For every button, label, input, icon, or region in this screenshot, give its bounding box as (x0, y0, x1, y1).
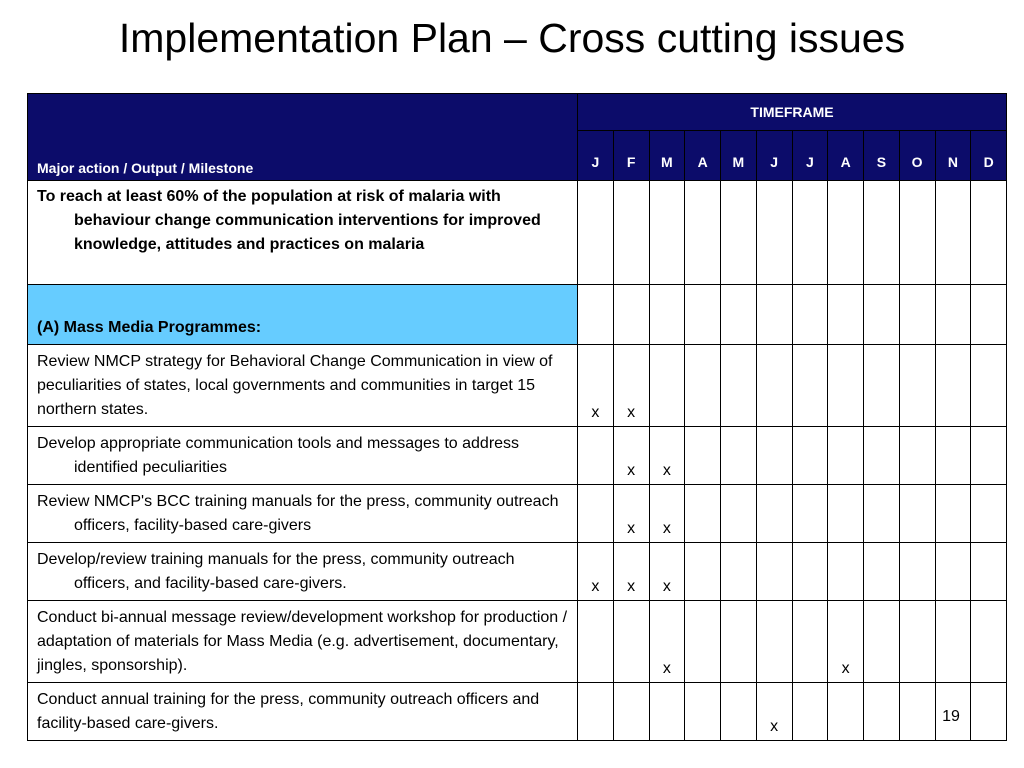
timeframe-cell: x (613, 345, 649, 427)
timeframe-cell (721, 683, 757, 741)
timeframe-cell (899, 543, 935, 601)
table-row (28, 485, 1007, 543)
timeframe-cell (685, 601, 721, 683)
action-column-header: Major action / Output / Milestone (28, 94, 578, 181)
timeframe-cell (613, 683, 649, 741)
timeframe-cell (971, 345, 1007, 427)
timeframe-cell (828, 683, 864, 741)
table-body (28, 181, 1007, 741)
month-header-12: D (971, 131, 1007, 181)
timeframe-cell (864, 683, 900, 741)
implementation-plan-table (27, 93, 1007, 741)
timeframe-cell (935, 485, 971, 543)
timeframe-cell (828, 485, 864, 543)
month-header-3: M (649, 131, 685, 181)
timeframe-cell (756, 543, 792, 601)
action-text: Review NMCP's BCC training manuals for the press, community outreach officers, facility-based care-givers (28, 485, 578, 543)
timeframe-cell (792, 181, 828, 285)
action-text: Conduct annual training for the press, community outreach officers and facility-based care-givers. (28, 683, 578, 741)
month-header-7: J (792, 131, 828, 181)
timeframe-cell (935, 601, 971, 683)
timeframe-cell (721, 345, 757, 427)
timeframe-cell: x (613, 427, 649, 485)
table-row (28, 543, 1007, 601)
timeframe-cell (685, 181, 721, 285)
timeframe-cell (792, 485, 828, 543)
timeframe-cell (971, 181, 1007, 285)
timeframe-cell (578, 285, 614, 345)
timeframe-cell (935, 285, 971, 345)
timeframe-cell (578, 601, 614, 683)
timeframe-cell (864, 601, 900, 683)
timeframe-cell (721, 285, 757, 345)
timeframe-cell: x (649, 543, 685, 601)
timeframe-cell (649, 181, 685, 285)
timeframe-cell (613, 601, 649, 683)
timeframe-cell (756, 601, 792, 683)
timeframe-cell (721, 427, 757, 485)
timeframe-cell (971, 601, 1007, 683)
timeframe-cell: x (649, 601, 685, 683)
timeframe-cell: x (613, 543, 649, 601)
section-row (28, 285, 1007, 345)
timeframe-cell (864, 285, 900, 345)
table-row (28, 181, 1007, 285)
timeframe-cell (828, 427, 864, 485)
timeframe-cell (792, 345, 828, 427)
timeframe-cell (578, 427, 614, 485)
timeframe-cell (792, 601, 828, 683)
timeframe-cell (864, 345, 900, 427)
timeframe-cell (756, 427, 792, 485)
month-header-4: A (685, 131, 721, 181)
timeframe-cell (685, 427, 721, 485)
timeframe-cell (935, 345, 971, 427)
timeframe-cell (649, 345, 685, 427)
timeframe-cell: x (578, 543, 614, 601)
action-text: Conduct bi-annual message review/development workshop for production / adaptation of materials for Mass Media (e.g. advertisement, documentary, jingles, sponsorship). (28, 601, 578, 683)
timeframe-cell: x (828, 601, 864, 683)
timeframe-cell (649, 285, 685, 345)
timeframe-cell (971, 683, 1007, 741)
timeframe-cell (935, 543, 971, 601)
timeframe-cell (649, 683, 685, 741)
month-header-2: F (613, 131, 649, 181)
timeframe-cell (685, 345, 721, 427)
timeframe-cell: x (613, 485, 649, 543)
month-header-6: J (756, 131, 792, 181)
timeframe-cell (971, 427, 1007, 485)
table-row (28, 345, 1007, 427)
timeframe-cell (578, 683, 614, 741)
timeframe-cell (721, 543, 757, 601)
timeframe-cell (792, 683, 828, 741)
timeframe-cell (828, 345, 864, 427)
timeframe-cell (613, 181, 649, 285)
timeframe-cell (685, 485, 721, 543)
timeframe-cell (578, 485, 614, 543)
table-row (28, 601, 1007, 683)
timeframe-cell (756, 181, 792, 285)
objective-text: To reach at least 60% of the population at risk of malaria with behaviour change communication interventions for improved knowledge, attitudes and practices on malaria (28, 181, 578, 285)
action-text: Review NMCP strategy for Behavioral Change Communication in view of peculiarities of states, local governments and communities in target 15 northern states. (28, 345, 578, 427)
timeframe-cell: x (649, 427, 685, 485)
timeframe-cell (721, 601, 757, 683)
month-header-5: M (721, 131, 757, 181)
timeframe-cell (864, 181, 900, 285)
timeframe-cell (828, 543, 864, 601)
timeframe-header: TIMEFRAME (578, 94, 1007, 131)
timeframe-cell (685, 543, 721, 601)
timeframe-cell (685, 683, 721, 741)
timeframe-cell (971, 543, 1007, 601)
timeframe-cell (792, 285, 828, 345)
table-row (28, 683, 1007, 741)
timeframe-cell (899, 601, 935, 683)
timeframe-cell (899, 485, 935, 543)
month-header-11: N (935, 131, 971, 181)
month-header-10: O (899, 131, 935, 181)
section-label: (A) Mass Media Programmes: (28, 285, 578, 345)
timeframe-cell: x (756, 683, 792, 741)
timeframe-cell (721, 181, 757, 285)
timeframe-cell (756, 345, 792, 427)
timeframe-cell (899, 285, 935, 345)
timeframe-cell (756, 485, 792, 543)
slide-title: Implementation Plan – Cross cutting issues (118, 15, 906, 61)
timeframe-cell (935, 181, 971, 285)
timeframe-cell (864, 485, 900, 543)
timeframe-cell (935, 427, 971, 485)
timeframe-cell (685, 285, 721, 345)
page-number: 19 (942, 708, 960, 725)
timeframe-cell (721, 485, 757, 543)
timeframe-cell (899, 345, 935, 427)
timeframe-cell (971, 485, 1007, 543)
timeframe-cell (578, 181, 614, 285)
timeframe-cell (899, 683, 935, 741)
table-row (28, 427, 1007, 485)
timeframe-cell (864, 427, 900, 485)
table-header (28, 94, 1007, 181)
timeframe-cell (899, 427, 935, 485)
month-header-1: J (578, 131, 614, 181)
timeframe-cell (756, 285, 792, 345)
action-text: Develop/review training manuals for the press, community outreach officers, and facility-based care-givers. (28, 543, 578, 601)
timeframe-cell: x (649, 485, 685, 543)
action-text: Develop appropriate communication tools and messages to address identified peculiarities (28, 427, 578, 485)
timeframe-cell (828, 285, 864, 345)
timeframe-cell (864, 543, 900, 601)
month-header-9: S (864, 131, 900, 181)
timeframe-cell (899, 181, 935, 285)
timeframe-cell (828, 181, 864, 285)
timeframe-cell (971, 285, 1007, 345)
timeframe-cell: x (578, 345, 614, 427)
timeframe-cell (792, 543, 828, 601)
month-header-8: A (828, 131, 864, 181)
timeframe-cell (792, 427, 828, 485)
timeframe-cell (613, 285, 649, 345)
